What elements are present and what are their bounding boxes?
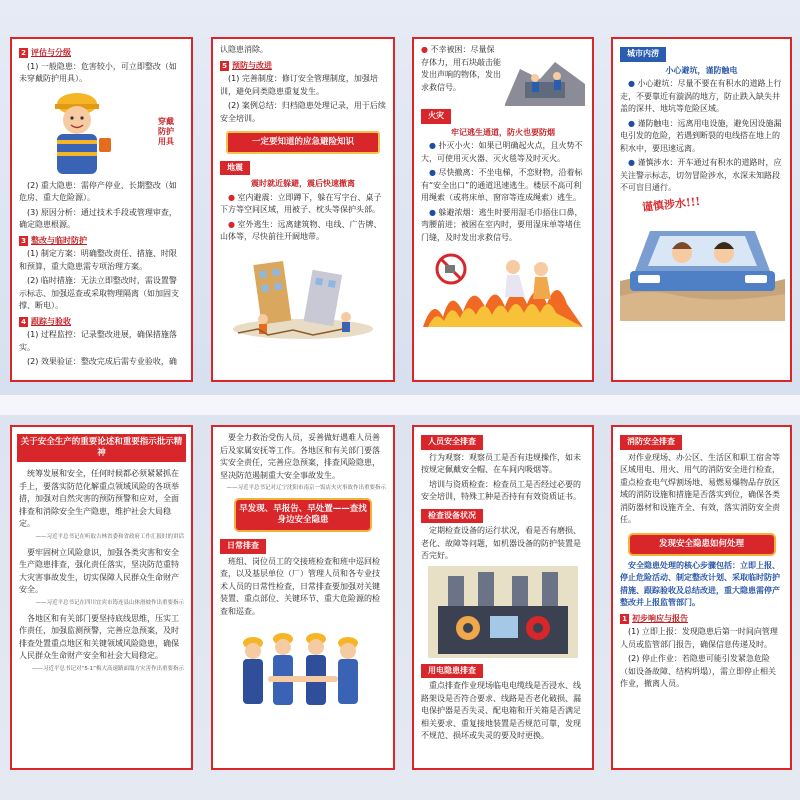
- bullet-item: ● 谨慎涉水：开车通过有积水的道路时，应关注警示标志，切勿冒险涉水，水深未知路段不可盲目通行。: [620, 157, 783, 195]
- paragraph: (1) 制定方案：明确整改责任、措施、时限和预算，重大隐患需专项治理方案。: [19, 249, 177, 271]
- category-tag: 火灾: [421, 109, 451, 124]
- paragraph-highlight: 安全隐患处理的核心步骤包括：立即上报、停止危险活动、制定整改计划、采取临时防护措施、跟踪验收及总结改进，重大隐患需停产整改并上报监管部门。: [620, 560, 780, 607]
- subheading: 震时就近躲避，震后快速撤离: [251, 179, 355, 188]
- panel-flood: [611, 37, 792, 382]
- paragraph: (1) 一般隐患：危害较小，可立即整改（如未穿戴防护用具）。: [19, 61, 177, 83]
- panel-header: 关于安全生产的重要论述和重要指示批示精神: [17, 434, 186, 462]
- paragraph: (2) 停止作业：若隐患可能引发紧急危险（如设备故障、结构坍塌），需立即停止相关作业，撤离人员。: [620, 654, 776, 688]
- fire-escape-illustration: [423, 247, 583, 327]
- panel-inspection: [412, 425, 594, 770]
- category-tag: 日常排查: [220, 539, 266, 554]
- bullet-item: ● 尽快撤离：不坐电梯，不恋财物，沿着标有“安全出口”的通道迅速逃生。楼层不高可利用绳索（或将床单、窗帘等连成绳索）逃生。: [421, 167, 585, 205]
- paragraph: 对作业现场、办公区、生活区和职工宿舍等区域用电、用火、用气的消防安全进行检查，重点检查电气焊割场地、易燃易爆物品存放区域的消防设施和措施是否落实到位，确保各类消防器材和设施齐全、有效，落实消防安全责任。: [620, 452, 780, 524]
- paragraph: 认隐患消除。: [220, 45, 268, 54]
- background-gap: [0, 395, 800, 415]
- paragraph: (3) 原因分析：通过技术手段或管理审查，确定隐患根源。: [19, 207, 177, 229]
- bullet-item: ● 扑灭小火：如果已明确起火点，且火势不大，可使用灭火器、灭火毯等及时灭火。: [421, 140, 585, 165]
- paragraph: (1) 立即上报：发现隐患后第一时间向管理人员或监管部门报告，确保信息传递及时。: [620, 627, 778, 649]
- earthquake-illustration: [228, 247, 378, 342]
- section-banner: 早发现、早报告、早处置——查找身边安全隐患: [236, 500, 370, 530]
- section-heading: 3 整改与临时防护: [19, 235, 184, 248]
- paragraph: 班组、岗位员工的交接班检查和班中巡回检查，以及基层单位（厂）管理人员和各专业技术人员的日常性检查，日常排查要加强对关键装置、重点部位、关键环节、重大危险源的检查和巡查。: [220, 556, 380, 616]
- bullet-item: ● 谨防触电：远离用电设施，避免因设施漏电引发的危险，若遇到断裂的电线搭在地上的积水中，要迅速远离。: [620, 118, 783, 156]
- machinery-illustration: [428, 566, 578, 658]
- workers-illustration: [228, 621, 378, 721]
- rescue-illustration: [505, 44, 585, 106]
- quote: 各地区和有关部门要坚持底线思维，压实工作责任，加强监测预警，完善应急预案，及时排查处置重点地区和关键领域风险隐患，确保人民群众生命财产安全和社会大局稳定。: [19, 613, 179, 660]
- car-in-flood-illustration: [620, 211, 785, 321]
- bullet-item: ● 室内避震：立即蹲下，躲在写字台、桌子下方等空间区域，用被子、枕头等保护头部。: [220, 192, 386, 217]
- paragraph: (2) 临时措施：无法立即整改时，需设置警示标志、加强巡查或采取物理隔离（如加固支撑、断电）。: [19, 276, 179, 310]
- section-banner: 发现安全隐患如何处理: [630, 535, 774, 554]
- subheading: 小心避坑，谨防触电: [665, 65, 738, 75]
- panel-daily-check: [211, 425, 395, 770]
- bullet-item: ● 不幸被困：尽量保存体力，用石块敲击能发出声响的物体，发出求救信号。: [421, 44, 501, 104]
- section-heading: 4 跟踪与验收: [19, 316, 184, 329]
- section-heading: 1 初步响应与报告: [620, 613, 783, 626]
- citation: ——习近平总书记在四川宜宾市筠连县山体滑坡作出重要指示: [35, 599, 184, 606]
- panel-fire: [412, 37, 594, 382]
- panel-assessment: [10, 37, 193, 382]
- category-tag: 人员安全排查: [421, 435, 483, 450]
- section-heading: 2 评估与分级: [19, 47, 184, 60]
- paragraph: 培训与资质检查：检查员工是否经过必要的安全培训，特殊工种是否持有有效资质证书。: [421, 479, 581, 501]
- category-tag: 城市内涝: [620, 47, 666, 62]
- subheading: 牢记逃生通道，防火也要防烟: [451, 127, 555, 137]
- section-heading: 5 预防与改进: [220, 60, 386, 73]
- flood-illustration-wrap: [620, 194, 783, 317]
- citation: ——习近平总书记对辽宁沈阳市南京一饭店火灾事故作出重要指示: [226, 485, 386, 491]
- category-tag: 检查设备状况: [421, 509, 483, 524]
- quote: 要牢固树立风险意识，加强各类灾害和安全生产隐患排查，强化责任落实，坚决防范重特大灾害事故发生，切实保障人民群众生命财产安全。: [19, 547, 179, 594]
- worker-illustration: [27, 88, 137, 180]
- citation: ——习近平总书记对“5·1”梅大高速路面塌方灾害作出重要指示: [32, 665, 184, 672]
- bullet-item: ● 躲避浓烟：逃生时要用湿毛巾捂住口鼻，弯腰前进；被困在室内时，要用湿床单等堵住门缝，及时发出求救信号。: [421, 207, 585, 245]
- illustration-caption: 穿戴防护用具: [158, 115, 174, 146]
- category-tag: 消防安全排查: [620, 435, 682, 450]
- section-banner: 一定要知道的应急避险知识: [226, 131, 380, 154]
- paragraph: (1) 完善制度：修订安全管理制度，加强培训，避免同类隐患重复发生。: [220, 74, 378, 96]
- category-tag: 用电隐患排查: [421, 664, 483, 679]
- citation: ——习近平总书记在听取吉林省委和省政府工作汇报时的讲话: [35, 533, 184, 540]
- bullet-item: ● 小心避坑：尽量不要在有积水的道路上行走，不要靠近有漩涡的地方，防止跌入缺失井盖的深井、地坑等危险区域。: [620, 78, 783, 116]
- paragraph: 行为观察：观察员工是否有违规操作，如未按规定佩戴安全帽、在车间内吸烟等。: [421, 452, 581, 474]
- trapped-block: [421, 44, 585, 106]
- paragraph: (2) 案例总结：归档隐患处理记录，用于后续安全培训。: [220, 101, 386, 123]
- panel-instructions: [10, 425, 193, 770]
- paragraph: 重点排查作业现场临电电缆线是否浸水、线路架设是否符合要求、线路是否老化破损、漏电保护器是否失灵、配电箱和开关箱是否满足相关要求、重复接地装置是否规范可靠，发现不规范、损坏或失灵的要及时更换。: [421, 681, 581, 740]
- paragraph: (2) 效果验证：整改完成后需专业验收，确: [27, 357, 177, 366]
- paragraph: 定期检查设备的运行状况，看是否有磨损、老化、故障等问题，如机器设备的防护装置是否完好。: [421, 526, 581, 560]
- quote: 统筹发展和安全，任何时候都必须紧紧抓在手上，要落实防范化解重点领域风险的各项举措，加强对自然灾害的预防预警和应对，全面排查和消除安全生产隐患，维护社会大局稳定。: [19, 469, 179, 528]
- bullet-item: ● 室外逃生：远离建筑物、电线、广告牌、山体等，尽快前往开阔地带。: [220, 219, 386, 244]
- panel-earthquake: [211, 37, 395, 382]
- category-tag: 地震: [220, 161, 250, 176]
- illustration-caption: 谨慎涉水!!!: [641, 194, 701, 214]
- paragraph: (2) 重大隐患：需停产停业、长期整改（如危房、重大危险源）。: [19, 180, 177, 202]
- illustration-worker: [19, 88, 184, 180]
- quote: 要全力救治受伤人员，妥善做好遇难人员善后及家属安抚等工作。各地区和有关部门要落实安全责任，完善应急预案，排查风险隐患，坚决防范遏制重大安全事故发生。: [220, 433, 380, 480]
- paragraph: (1) 过程监控：记录整改进展，确保措施落实。: [19, 330, 177, 352]
- panel-fire-check: [611, 425, 792, 770]
